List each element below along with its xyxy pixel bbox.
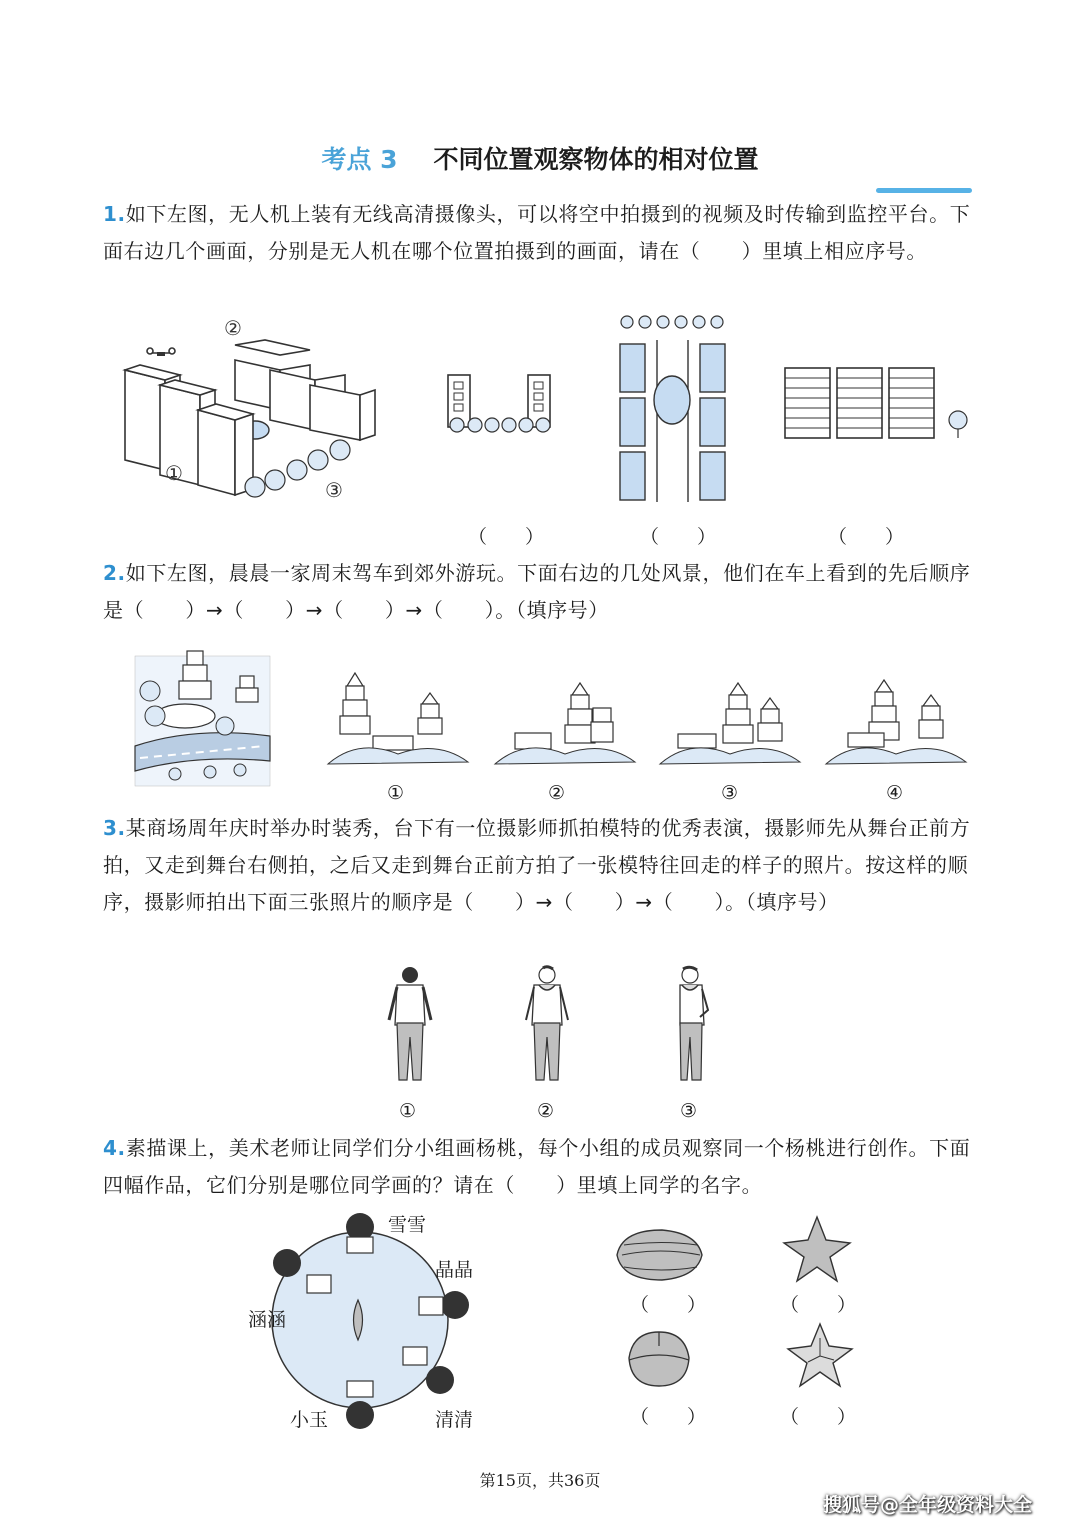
answer-blank[interactable]: （ ）: [630, 1294, 707, 1316]
question-number: 2.: [103, 561, 126, 585]
scene-2-figure: [495, 678, 635, 768]
carambola-end-icon: [625, 1328, 693, 1390]
title-underline: [876, 188, 972, 193]
student-xuexue: [346, 1213, 374, 1253]
question-text: 如下左图，无人机上装有无线高清摄像头，可以将空中拍摄到的视频及时传输到监控平台。下面右边几个画面，分别是无人机在哪个位置拍摄到的画面，请在（ ）里填上相应序号。: [103, 202, 971, 263]
scene-label: ①: [387, 782, 405, 804]
photo-label: ②: [537, 1100, 555, 1122]
question-2: [103, 555, 983, 629]
photo-label: ①: [399, 1100, 417, 1122]
photo-label: ③: [680, 1100, 698, 1122]
section-title: [0, 140, 1080, 176]
answer-blank[interactable]: （ ）: [780, 1406, 857, 1428]
student-name: 雪雪: [388, 1214, 427, 1236]
carambola-star-icon: [782, 1215, 852, 1285]
page-number: 第15页，共36页: [479, 1471, 601, 1490]
drone-icon: [147, 348, 175, 356]
view-top-figure: [615, 312, 730, 502]
student-name: 涵涵: [248, 1309, 287, 1331]
scene-label: ③: [721, 782, 739, 804]
scene-3-figure: [660, 678, 800, 768]
carambola-side-icon: [612, 1225, 707, 1285]
answer-blank[interactable]: （ ）: [828, 526, 905, 548]
answer-blank[interactable]: （ ）: [780, 1294, 857, 1316]
scene-4-figure: [826, 675, 966, 768]
section-heading: 不同位置观察物体的相对位置: [433, 145, 759, 174]
answer-blank[interactable]: （ ）: [468, 526, 545, 548]
position-label: ①: [165, 461, 183, 485]
answer-blank[interactable]: （ ）: [630, 1406, 707, 1428]
model-side-figure: [668, 965, 718, 1090]
model-back-figure: [385, 965, 435, 1090]
question-text: 素描课上，美术老师让同学们分小组画杨桃，每个小组的成员观察同一个杨桃进行创作。下面四幅作品，它们分别是哪位同学画的？请在（ ）里填上同学的名字。: [103, 1136, 971, 1197]
scene-label: ④: [886, 782, 904, 804]
question-number: 1.: [103, 202, 126, 226]
student-name: 清清: [435, 1409, 474, 1431]
carambola-cross-icon: [786, 1322, 854, 1390]
scene-label: ②: [548, 782, 566, 804]
position-label: ②: [224, 316, 242, 340]
watermark: 搜狐号@全年级资料大全: [823, 1494, 1033, 1516]
section-number: 考点 3: [321, 145, 398, 174]
view-front-figure: [440, 370, 560, 440]
student-name: 晶晶: [435, 1259, 474, 1281]
question-number: 4.: [103, 1136, 126, 1160]
drone-buildings-figure: [120, 315, 390, 515]
student-name: 小玉: [290, 1409, 329, 1431]
question-number: 3.: [103, 816, 126, 840]
scene-1-figure: [328, 668, 468, 768]
position-label: ③: [325, 478, 343, 502]
question-4: [103, 1130, 983, 1204]
answer-blank[interactable]: （ ）: [640, 526, 717, 548]
question-text: 如下左图，晨晨一家周末驾车到郊外游玩。下面右边的几处风景，他们在车上看到的先后顺序是（ ）→（ ）→（ ）→（ ）。（填序号）: [103, 561, 971, 622]
model-front-figure: [522, 965, 572, 1090]
question-text: 某商场周年庆时举办时装秀，台下有一位摄影师抓拍模特的优秀表演，摄影师先从舞台正前方拍，又走到舞台右侧拍，之后又走到舞台正前方拍了一张模特往回走的样子的照片。按这样的顺序，摄影师拍出下面三张照片的顺序是（ ）→（ ）→（ ）。（填序号）: [103, 816, 971, 914]
question-3: [103, 810, 983, 921]
view-side-figure: [780, 365, 980, 445]
scenic-map-figure: [135, 636, 270, 786]
question-1: [103, 196, 983, 270]
